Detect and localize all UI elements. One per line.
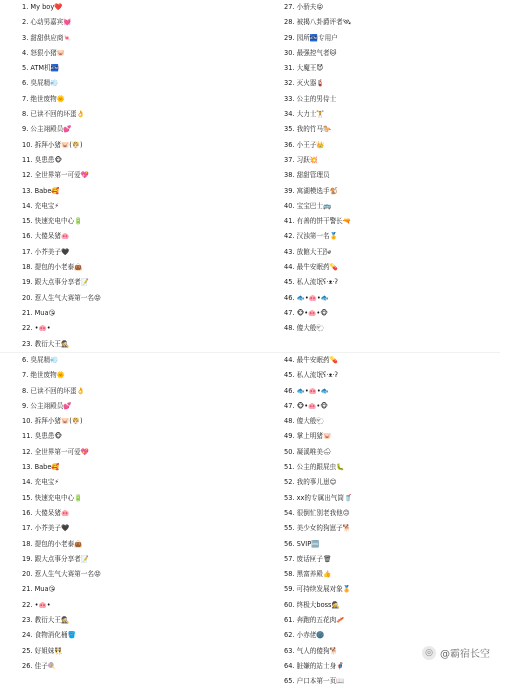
list-item-text: 户口本第一页📖 [296, 677, 345, 686]
list-item-number: 15. [22, 217, 33, 226]
list-item-text: 已读不回的坏蛋👌 [30, 386, 85, 395]
list-item-text: 最牛安眠药💊 [296, 263, 338, 272]
list-item-number: 60. [284, 600, 295, 609]
list-item-text: 甜甜供应商🍬 [30, 33, 72, 42]
list-item-text: •🐽• [34, 324, 51, 333]
list-item-number: 21. [22, 308, 33, 317]
list-item-text: 宝宝巴士🚌 [296, 201, 332, 210]
list-item-text: 大傻呆猪🐽 [34, 508, 70, 517]
list-item-number: 41. [284, 217, 295, 226]
top-page-panel [0, 0, 500, 352]
list-item-number: 31. [284, 64, 295, 73]
list-item-text: 全世界第一可爱💖 [34, 447, 89, 456]
list-item-text: 佳子🍭 [34, 661, 57, 670]
list-item [22, 321, 262, 336]
list-item [22, 229, 262, 244]
list-item-number: 42. [284, 232, 295, 241]
list-item-text: 臭屁精💨 [30, 356, 59, 364]
list-item-text: 公主的男侍士 [296, 94, 337, 103]
list-item [284, 275, 524, 290]
list-item-number: 43. [284, 247, 295, 256]
list-item-number: 11. [22, 155, 33, 164]
list-item [22, 291, 262, 306]
list-item-text: 心动男嘉宾💓 [30, 18, 72, 27]
list-item-number: 38. [284, 171, 295, 180]
nickname-list-right-bottom [284, 353, 524, 690]
list-item [284, 537, 524, 552]
list-item-number: 11. [22, 432, 33, 441]
list-item [22, 153, 262, 168]
list-item-text: My boy❤️ [30, 3, 63, 11]
list-item-text: 公主的跟屁虫🐛 [296, 463, 345, 472]
list-item-number: 59. [284, 585, 295, 594]
list-item [22, 306, 262, 321]
list-item-number: 45. [284, 278, 295, 287]
list-item-number: 12. [22, 171, 33, 180]
list-item-text: Babe🥰 [34, 463, 60, 472]
list-item [284, 138, 524, 153]
watermark [422, 645, 490, 660]
list-item-text: 提包的小老泰👜 [34, 539, 83, 548]
bottom-page-panel [0, 352, 500, 686]
list-item [284, 260, 524, 275]
list-item [284, 76, 524, 91]
list-item [22, 368, 262, 383]
list-item-text: 大力士🏋️ [296, 110, 325, 119]
list-item-text: 🐵•🐽•🐵 [296, 308, 328, 317]
list-item [22, 475, 262, 490]
list-item [22, 260, 262, 275]
list-item [22, 445, 262, 460]
list-item [22, 168, 262, 183]
list-item-text: 寓湖模选手🐒 [296, 186, 338, 195]
list-item [284, 153, 524, 168]
list-item-text: 惹人生气大赛第一名😡 [34, 570, 101, 579]
list-item-text: 黑富养殿👍 [296, 570, 332, 579]
list-item-number: 45. [284, 371, 295, 380]
list-item-text: 脏嫌的站士身🦸 [296, 661, 345, 670]
list-item-text: 跟大点事分享者📝 [34, 278, 89, 287]
list-item [284, 552, 524, 567]
list-item-number: 21. [22, 585, 33, 594]
list-item [22, 353, 262, 368]
list-item [284, 245, 524, 260]
list-item-number: 23. [22, 339, 33, 348]
list-item [22, 506, 262, 521]
list-item-text: 废话匣子🗑 [296, 554, 332, 563]
list-item-text: 绝世废物🌞 [30, 94, 65, 103]
list-item [22, 214, 262, 229]
list-item-number: 27. [284, 3, 295, 11]
list-item-text: xx的专属出气筒🥤 [296, 493, 353, 502]
list-item [284, 15, 524, 30]
list-item [284, 353, 524, 368]
list-item-number: 48. [284, 417, 295, 426]
list-item [284, 475, 524, 490]
list-item [284, 122, 524, 137]
list-item [284, 506, 524, 521]
list-item-number: 10. [22, 140, 33, 149]
list-item-text: 全世界第一可爱💖 [34, 171, 89, 180]
list-item-text: 🐟•🐽•🐟 [296, 293, 330, 302]
list-item-text: 怒狠小猪🐷 [30, 48, 65, 57]
list-item-text: 🐟•🐽•🐟 [296, 386, 330, 395]
list-item [284, 291, 524, 306]
list-item [284, 199, 524, 214]
list-item-text: 跟大点事分享者📝 [34, 554, 89, 563]
list-item-text: Mua😘 [34, 308, 56, 317]
watermark-logo-icon: ◎ [422, 646, 436, 660]
list-item-number: 5. [22, 64, 29, 73]
list-item [284, 229, 524, 244]
list-item-number: 17. [22, 524, 33, 533]
list-item-number: 6. [22, 356, 29, 364]
nickname-list-left-top [22, 0, 262, 352]
list-item-number: 46. [284, 293, 295, 302]
list-item [284, 107, 524, 122]
list-item-number: 20. [22, 293, 33, 302]
list-item-text: 小骄夫😝 [296, 3, 324, 11]
list-item-number: 35. [284, 125, 295, 134]
list-item-text: 有善的饼干警长🔫 [296, 217, 351, 226]
list-item-text: 放館大王🌬 [296, 247, 332, 256]
list-item [22, 107, 262, 122]
list-item-text: 公主翊殿员💕 [30, 401, 72, 410]
list-item-text: 终极大boss🕵 [296, 600, 340, 609]
list-item-number: 4. [22, 48, 29, 57]
list-item-number: 53. [284, 493, 295, 502]
list-item-number: 8. [22, 386, 29, 395]
list-item [22, 31, 262, 46]
list-item-text: 习跃💥 [296, 155, 319, 164]
list-item-number: 7. [22, 371, 29, 380]
list-item-text: 最强控气者🐱 [296, 48, 337, 57]
list-item [22, 122, 262, 137]
list-item-text: 快速充电中心🔋 [34, 217, 83, 226]
list-item [284, 61, 524, 76]
list-item [22, 598, 262, 613]
list-item-number: 16. [22, 508, 33, 517]
list-item-number: 64. [284, 661, 295, 670]
list-item-number: 56. [284, 539, 295, 548]
list-item [22, 245, 262, 260]
list-item-number: 47. [284, 401, 295, 410]
list-item-text: 提包的小老泰👜 [34, 263, 83, 272]
list-item [284, 628, 524, 643]
list-item-number: 7. [22, 94, 29, 103]
list-item [22, 644, 262, 659]
list-item [284, 321, 524, 336]
list-item-text: 惹人生气大赛第一名😡 [34, 293, 101, 302]
list-item-text: 汉浊第一名🏅 [296, 232, 338, 241]
list-item-text: 甜甜管理员 [296, 171, 330, 180]
list-item-number: 36. [284, 140, 295, 149]
list-item [22, 537, 262, 552]
list-item-number: 15. [22, 493, 33, 502]
list-item-number: 25. [22, 646, 33, 655]
list-item-text: 臭患患🐵 [34, 432, 63, 441]
list-item-number: 1. [22, 3, 29, 11]
list-item-number: 48. [284, 324, 295, 333]
list-item-number: 26. [22, 661, 33, 670]
list-item-number: 28. [284, 18, 295, 27]
list-item-number: 63. [284, 646, 295, 655]
list-item-number: 29. [284, 33, 295, 42]
list-item [22, 659, 262, 674]
list-item [22, 0, 262, 15]
list-item-text: 快速充电中心🔋 [34, 493, 83, 502]
list-item [284, 31, 524, 46]
list-item-number: 8. [22, 110, 29, 119]
watermark-text: @霸宿长空 [440, 649, 490, 660]
list-item-text: 大魔王😈 [296, 64, 324, 73]
list-item-text: Mua😘 [34, 585, 56, 594]
list-item-number: 62. [284, 631, 295, 640]
list-item-number: 18. [22, 539, 33, 548]
list-item-number: 14. [22, 478, 33, 487]
list-item [22, 491, 262, 506]
list-item-number: 50. [284, 447, 295, 456]
list-item-text: 教衍大王🕵 [34, 616, 70, 625]
list-item-text: 私人流氓ʕ·ᴥ·ʔ [296, 371, 338, 380]
list-item-number: 61. [284, 616, 295, 625]
list-item-text: 拆拜小猪🐷(🤴🏻) [34, 417, 83, 426]
list-item-number: 47. [284, 308, 295, 317]
list-item-text: 美少女的狗崽子🐕 [296, 524, 351, 533]
list-item [284, 92, 524, 107]
list-item-number: 34. [284, 110, 295, 119]
list-item-number: 16. [22, 232, 33, 241]
list-item [284, 46, 524, 61]
list-item-text: 充电宝⚡ [34, 478, 60, 487]
list-item-text: 好姐妹👯 [34, 646, 63, 655]
list-item [284, 613, 524, 628]
list-item [284, 168, 524, 183]
list-item [22, 582, 262, 597]
list-item-number: 6. [22, 79, 29, 88]
list-item [22, 76, 262, 91]
list-item-number: 17. [22, 247, 33, 256]
list-item-number: 44. [284, 263, 295, 272]
list-item-text: 可持续发展对象🏅 [296, 585, 351, 594]
list-item-text: 充电宝⚡ [34, 201, 60, 210]
list-item-number: 32. [284, 79, 295, 88]
list-item-text: 小芥美子🖤 [34, 247, 70, 256]
list-item-text: ATM机🏧 [30, 64, 59, 73]
list-item-text: 被揭八卦爵评者🛰 [296, 18, 352, 27]
list-item [22, 275, 262, 290]
list-item-number: 39. [284, 186, 295, 195]
list-item-number: 22. [22, 600, 33, 609]
list-item [284, 384, 524, 399]
list-item-text: 奔跑的五花肉🥓 [296, 616, 345, 625]
list-item-text: 傻大般🐑 [296, 417, 325, 426]
list-item-text: 气人的傻狗🐕 [296, 646, 338, 655]
nickname-list-left-bottom [22, 353, 262, 674]
list-item-text: •🐽• [34, 600, 51, 609]
list-item-number: 12. [22, 447, 33, 456]
list-item [284, 674, 524, 689]
list-item-text: 掌上明猪🐷 [296, 432, 332, 441]
list-item-number: 58. [284, 570, 295, 579]
list-item-number: 23. [22, 616, 33, 625]
list-item [284, 0, 524, 15]
list-item-number: 33. [284, 94, 295, 103]
list-item-text: SVIP🆒 [296, 539, 320, 548]
list-item-number: 19. [22, 278, 33, 287]
list-item-number: 52. [284, 478, 295, 487]
list-item-text: 绝世废物🌞 [30, 371, 65, 380]
list-item [22, 552, 262, 567]
list-item [284, 567, 524, 582]
list-item-text: 灭火器🧯 [296, 79, 325, 88]
list-item-number: 20. [22, 570, 33, 579]
list-item-text: Babe🥰 [34, 186, 60, 195]
list-item-text: 最牛安眠药💊 [296, 356, 338, 364]
list-item [22, 414, 262, 429]
list-item [284, 659, 524, 674]
list-item [22, 384, 262, 399]
list-item-number: 51. [284, 463, 295, 472]
list-item [22, 15, 262, 30]
list-item [284, 368, 524, 383]
list-item [22, 460, 262, 475]
list-item-number: 44. [284, 356, 295, 364]
list-item [22, 429, 262, 444]
list-item-text: 公主翊殿员💕 [30, 125, 72, 134]
list-item-number: 46. [284, 386, 295, 395]
list-item-text: 凝溪唯美🌧 [296, 447, 332, 456]
list-item-number: 30. [284, 48, 295, 57]
list-item-text: 小赤佬🌚 [296, 631, 325, 640]
list-item-text: 臭屁精💨 [30, 79, 59, 88]
list-item-number: 19. [22, 554, 33, 563]
list-item [284, 306, 524, 321]
list-item-text: 我的事儿崽😊 [296, 478, 337, 487]
list-item-number: 18. [22, 263, 33, 272]
list-item [22, 46, 262, 61]
list-item-text: 傻大般🐑 [296, 324, 325, 333]
list-item-text: 很倒忙别老我他🙃 [296, 508, 350, 517]
list-item-number: 9. [22, 401, 29, 410]
list-item-number: 55. [284, 524, 295, 533]
list-item-number: 2. [22, 18, 29, 27]
list-item-text: 🐵•🐽•🐵 [296, 401, 328, 410]
list-item [284, 214, 524, 229]
list-item [22, 337, 262, 352]
list-item [22, 61, 262, 76]
list-item-number: 13. [22, 463, 33, 472]
list-item [284, 399, 524, 414]
list-item [22, 613, 262, 628]
list-item-text: 臭患患🐵 [34, 155, 63, 164]
list-item-number: 10. [22, 417, 33, 426]
list-item [22, 628, 262, 643]
list-item [22, 92, 262, 107]
list-item-number: 57. [284, 554, 295, 563]
list-item-number: 14. [22, 201, 33, 210]
list-item [22, 567, 262, 582]
list-item-number: 49. [284, 432, 295, 441]
list-item-number: 37. [284, 155, 295, 164]
list-item [284, 598, 524, 613]
list-item-text: 食物消化桶🪣 [34, 631, 76, 640]
list-item [22, 521, 262, 536]
list-item [284, 460, 524, 475]
list-item-text: 拆拜小猪🐷(🤴🏻) [34, 140, 83, 149]
list-item [284, 445, 524, 460]
list-item-text: 已读不回的坏蛋👌 [30, 110, 85, 119]
list-item-text: 园所🏧专用户 [296, 33, 338, 42]
list-item-text: 大傻呆猪🐽 [34, 232, 70, 241]
list-item [22, 199, 262, 214]
list-item-number: 9. [22, 125, 29, 134]
list-item [284, 521, 524, 536]
list-item [284, 491, 524, 506]
list-item-text: 小王子👑 [296, 140, 325, 149]
nickname-list-right-top [284, 0, 524, 337]
list-item-number: 54. [284, 508, 295, 517]
list-item [284, 582, 524, 597]
list-item [284, 429, 524, 444]
list-item-text: 教衍大王🕵 [34, 339, 70, 348]
list-item-text: 小芥美子🖤 [34, 524, 70, 533]
list-item-text: 我的竹马🐎 [296, 125, 332, 134]
list-item-number: 13. [22, 186, 33, 195]
list-item-number: 24. [22, 631, 33, 640]
list-item [22, 399, 262, 414]
list-item [284, 184, 524, 199]
list-item [284, 414, 524, 429]
list-item-number: 65. [284, 677, 295, 686]
list-item [22, 138, 262, 153]
list-item-text: 私人流氓ʕ·ᴥ·ʔ [296, 278, 338, 287]
list-item [22, 184, 262, 199]
list-item-number: 3. [22, 33, 29, 42]
list-item-number: 22. [22, 324, 33, 333]
list-item-number: 40. [284, 201, 295, 210]
